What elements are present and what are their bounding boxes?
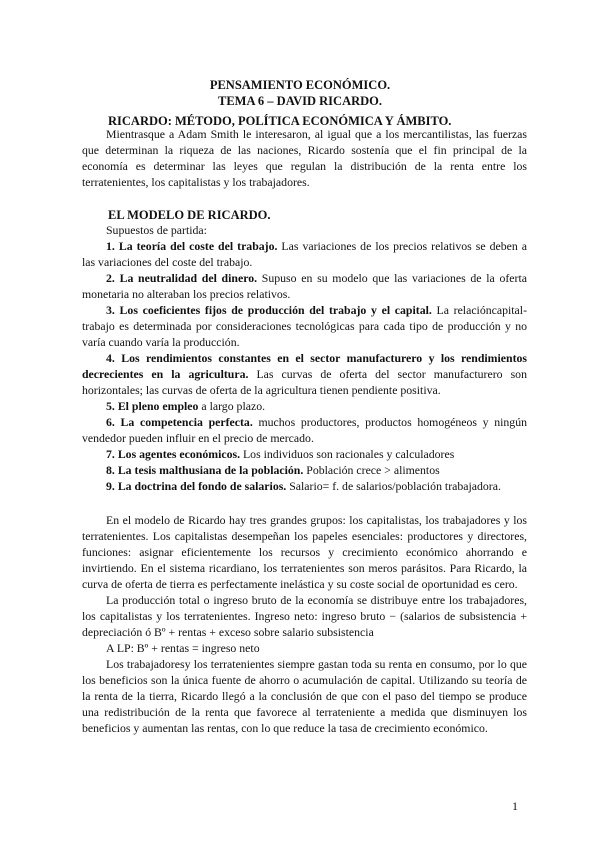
item-number: 5.	[106, 399, 115, 413]
item-title: La tesis malthusiana de la población.	[117, 463, 304, 477]
item-text: Población crece > alimentos	[303, 463, 440, 477]
item-title: Los rendimientos constantes en el sector manufacturero y los rendimientos decrecientes en la agricultura.	[82, 351, 527, 381]
item-title: La neutralidad del dinero.	[119, 271, 258, 285]
item-text: Supuso en su modelo que las variaciones de la oferta monetaria no alteraban los precios relativos.	[82, 271, 527, 301]
item-title: El pleno empleo	[117, 399, 199, 413]
section-paragraph-ricardo-method	[82, 126, 527, 190]
item-text: Las variaciones de los precios relativos se deben a las variaciones del coste del trabajo.	[82, 239, 527, 269]
item-number: 3.	[106, 303, 115, 317]
item-number: 9.	[106, 479, 115, 493]
list-item	[82, 238, 527, 270]
item-number: 7.	[106, 447, 115, 461]
list-item	[82, 414, 527, 446]
page-number: 1	[512, 799, 518, 813]
item-text: muchos productores, productos homogéneos y ningún vendedor pueden influir en el precio de mercado.	[82, 415, 528, 445]
list-item	[82, 302, 527, 350]
item-text: La relacióncapital-trabajo es determinada por consideraciones tecnológicas para cada tipo de producción y no varía cuando varía la producción.	[82, 303, 527, 349]
assumptions-list	[82, 222, 527, 494]
list-item	[82, 270, 527, 302]
item-title: Los agentes económicos.	[117, 447, 241, 461]
item-title: Los coeficientes fijos de producción del trabajo y el capital.	[119, 303, 432, 317]
item-number: 2.	[106, 271, 115, 285]
paragraph: Los trabajadoresy los terratenientes siempre gastan toda su renta en consumo, por lo que los beneficios son la única fuente de ahorro o acumulación de capital. Utilizando su teoría de la renta de la tierra, Ricardo llegó a la conclusión de que con el paso del tiempo se produce una redistribución de la renta que favorece al terrateniente a medida que disminuyen los beneficios y aumentan las rentas, con lo que reduce la tasa de crecimiento económico.	[82, 657, 527, 735]
item-title: La doctrina del fondo de salarios.	[117, 479, 287, 493]
document-title: PENSAMIENTO ECONÓMICO.	[209, 78, 391, 92]
assumptions-intro: Supuestos de partida:	[106, 223, 207, 237]
list-item	[82, 350, 527, 398]
item-number: 6.	[106, 415, 115, 429]
item-title: La competencia perfecta.	[120, 415, 253, 429]
section-heading-ricardo-method: RICARDO: MÉTODO, POLÍTICA ECONÓMICA Y ÁMBITO.	[108, 114, 452, 128]
list-item	[82, 446, 527, 462]
item-text: a largo plazo.	[198, 399, 266, 413]
list-item	[82, 478, 527, 494]
model-discussion	[82, 512, 527, 736]
item-text: Los individuos son racionales y calculadores	[240, 447, 455, 461]
formula-line: A LP: Bº + rentas = ingreso neto	[106, 641, 260, 655]
item-number: 1.	[106, 239, 115, 253]
section-heading-model: EL MODELO DE RICARDO.	[108, 208, 271, 222]
paragraph: Mientrasque a Adam Smith le interesaron, al igual que a los mercantilistas, las fuerzas que determinan la riqueza de las naciones, Ricardo sostenía que el fin principal de la economía es determinar las leyes que regulan la distribución de la renta entre los terratenientes, los capitalistas y los trabajadores.	[82, 127, 527, 189]
list-item	[82, 398, 527, 414]
item-title: La teoría del coste del trabajo.	[118, 239, 278, 253]
item-number: 4.	[106, 351, 115, 365]
item-number: 8.	[106, 463, 115, 477]
document-subtitle: TEMA 6 – DAVID RICARDO.	[217, 94, 383, 108]
paragraph: La producción total o ingreso bruto de la economía se distribuye entre los trabajadores, los capitalistas y los terratenientes. Ingreso neto: ingreso bruto − (salarios de subsistencia + depreciación ó Bº + rentas + exceso sobre salario subsistencia	[82, 593, 527, 639]
item-text: Las curvas de oferta del sector manufacturero son horizontales; las curvas de oferta de la agricultura tienen pendiente positiva.	[82, 367, 527, 397]
list-item	[82, 462, 527, 478]
item-text: Salario= f. de salarios/población trabajadora.	[286, 479, 501, 493]
paragraph: En el modelo de Ricardo hay tres grandes grupos: los capitalistas, los trabajadores y los terratenientes. Los capitalistas desempeñan los papeles esenciales: productores y directores, funciones: asignar eficientemente los recursos y crecimiento económico ahorrando e invirtiendo. En el sistema ricardiano, los terratenientes son meros parásitos. Para Ricardo, la curva de oferta de tierra es perfectamente inelástica y su coste social de oportunidad es cero.	[82, 513, 527, 591]
